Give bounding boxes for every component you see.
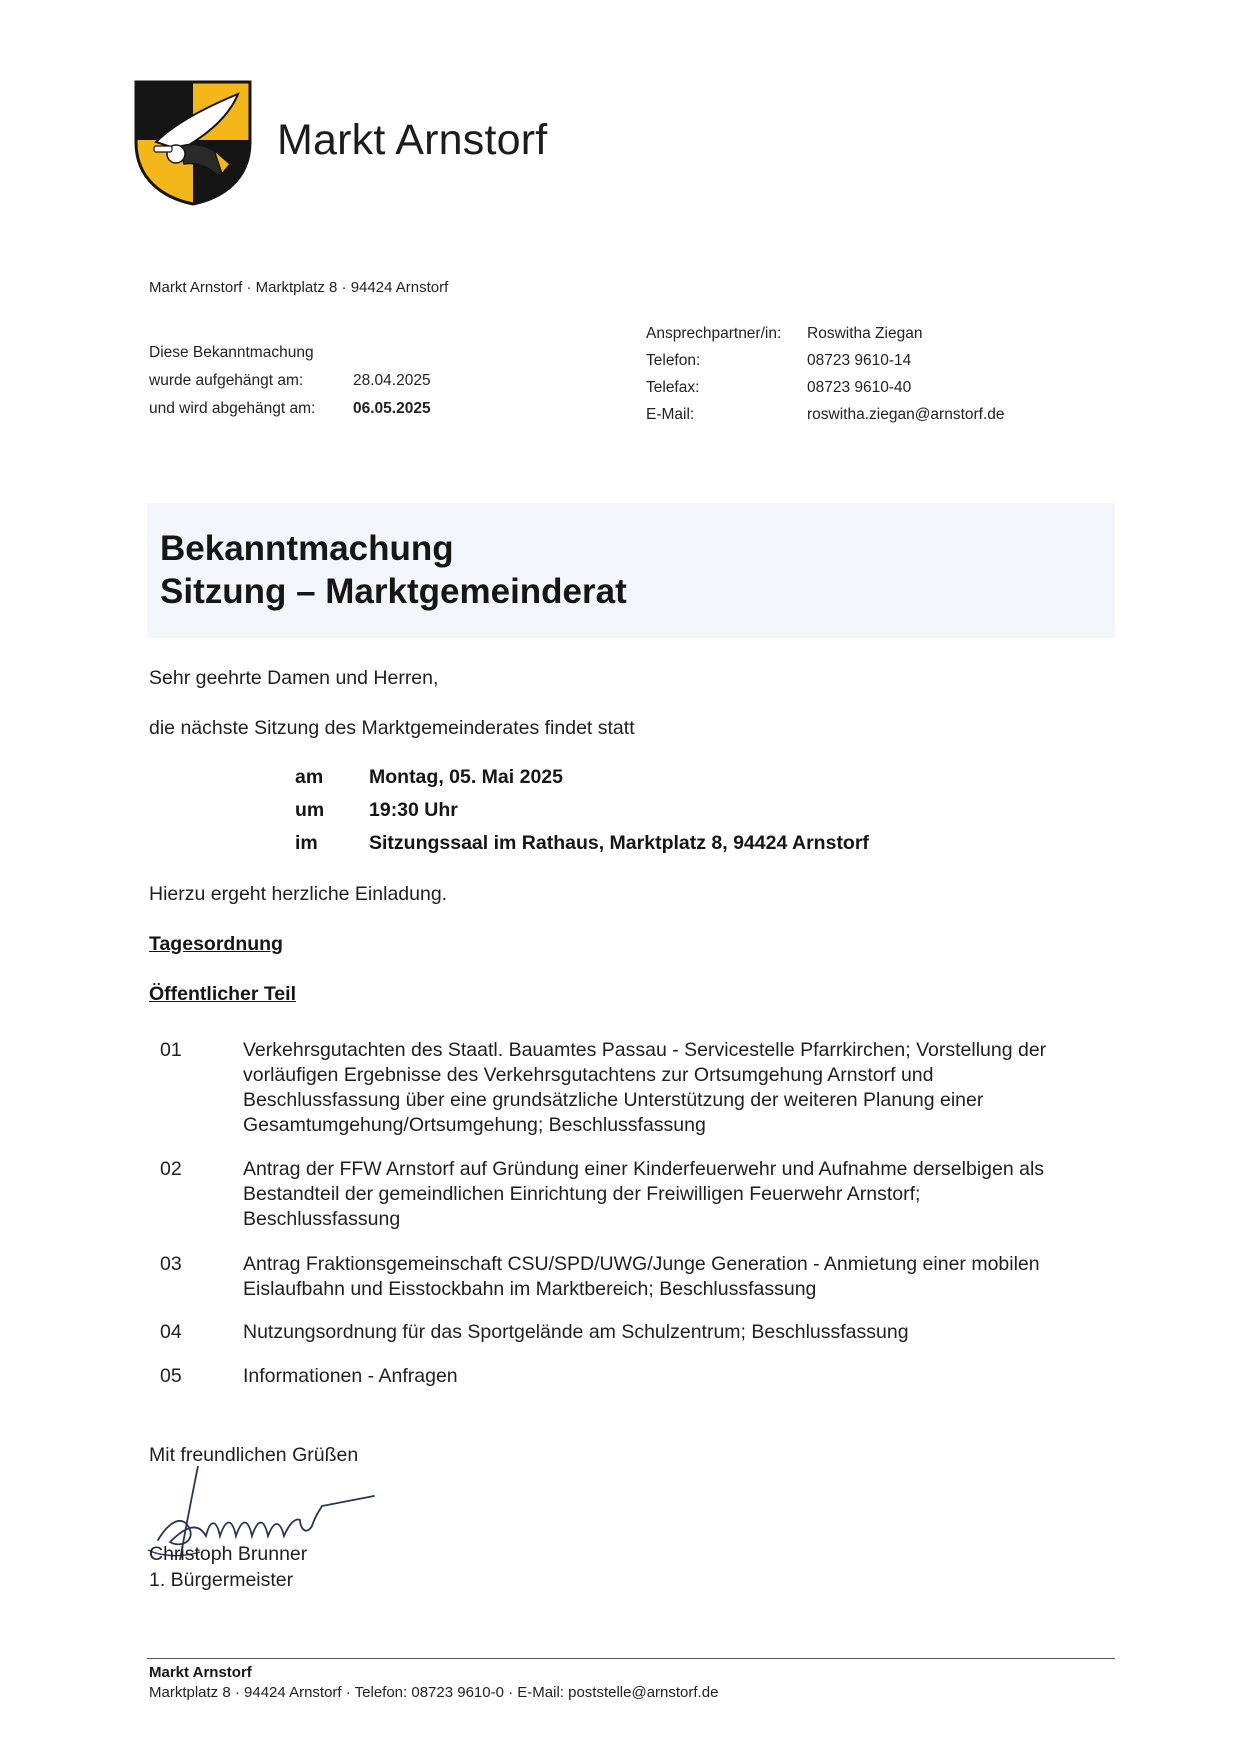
- footer-address: Marktplatz 8 · 94424 Arnstorf · Telefon: 08723 9610-0 · E-Mail: poststelle@arnstorf.de: [149, 1684, 719, 1701]
- agenda-item-line: Antrag der FFW Arnstorf auf Gründung einer Kinderfeuerwehr und Aufnahme derselbigen als: [243, 1158, 1045, 1180]
- posted-date: 28.04.2025: [353, 372, 431, 389]
- contact-phone-label: Telefon:: [646, 352, 701, 369]
- meeting-date-key: am: [295, 766, 324, 788]
- title-banner: [147, 503, 1115, 638]
- contact-email: roswitha.ziegan@arnstorf.de: [807, 406, 1005, 423]
- closing-greeting: Mit freundlichen Grüßen: [149, 1444, 359, 1466]
- agenda-item-line: Beschlussfassung über eine grundsätzliche Unterstützung der weiteren Planung einer: [243, 1089, 984, 1111]
- agenda-item: [160, 1364, 1110, 1389]
- invitation-text: Hierzu ergeht herzliche Einladung.: [149, 883, 448, 905]
- coat-of-arms-icon: [134, 80, 252, 206]
- signer-name: Christoph Brunner: [149, 1543, 308, 1565]
- contact-phone-row: [646, 352, 1106, 374]
- meeting-time-row: [295, 799, 995, 825]
- contact-info: [646, 325, 1106, 435]
- agenda-item: [160, 1320, 1110, 1345]
- meeting-place-row: [295, 832, 995, 858]
- organization-name: Markt Arnstorf: [277, 116, 548, 164]
- agenda-item-line: Informationen - Anfragen: [243, 1365, 458, 1387]
- agenda-item-text: [243, 1252, 1113, 1302]
- contact-email-row: [646, 406, 1106, 428]
- agenda-item-text: [243, 1364, 1113, 1389]
- meeting-date: Montag, 05. Mai 2025: [369, 766, 563, 788]
- meeting-date-row: [295, 766, 995, 792]
- meeting-time: 19:30 Uhr: [369, 799, 458, 821]
- agenda-item-line: Verkehrsgutachten des Staatl. Bauamtes Passau - Servicestelle Pfarrkirchen; Vorstellung der: [243, 1039, 1047, 1061]
- posted-label: wurde aufgehängt am:: [149, 372, 304, 389]
- agenda-item-number: 02: [160, 1158, 182, 1180]
- agenda-item-line: Gesamtumgehung/Ortsumgehung; Beschlussfassung: [243, 1114, 706, 1136]
- document-subtitle: Sitzung – Marktgemeinderat: [160, 572, 627, 611]
- agenda-item-number: 03: [160, 1253, 182, 1275]
- intro-text: die nächste Sitzung des Marktgemeinderates findet statt: [149, 717, 635, 739]
- agenda-item-line: vorläufigen Ergebnisse des Verkehrsgutachtens zur Ortsumgehung Arnstorf und: [243, 1064, 934, 1086]
- agenda-item: [160, 1252, 1110, 1302]
- agenda-item-number: 05: [160, 1365, 182, 1387]
- agenda-heading: Tagesordnung: [149, 933, 283, 955]
- sender-address-line: Markt Arnstorf · Marktplatz 8 · 94424 Arnstorf: [149, 279, 449, 296]
- signer-role: 1. Bürgermeister: [149, 1569, 294, 1591]
- agenda-item-text: [243, 1038, 1113, 1138]
- removed-label: und wird abgehängt am:: [149, 400, 316, 417]
- public-section-heading: Öffentlicher Teil: [149, 983, 296, 1005]
- agenda-item-number: 01: [160, 1039, 182, 1061]
- meeting-place-key: im: [295, 832, 318, 854]
- agenda-item-line: Bestandteil der gemeindlichen Einrichtung der Freiwilligen Feuerwehr Arnstorf;: [243, 1183, 921, 1205]
- footer-organization: Markt Arnstorf: [149, 1664, 252, 1681]
- agenda-item: [160, 1157, 1110, 1232]
- salutation: Sehr geehrte Damen und Herren,: [149, 667, 439, 689]
- contact-email-label: E-Mail:: [646, 406, 695, 423]
- meeting-place: Sitzungssaal im Rathaus, Marktplatz 8, 94424 Arnstorf: [369, 832, 869, 854]
- agenda-item-number: 04: [160, 1321, 182, 1343]
- meeting-time-key: um: [295, 799, 325, 821]
- contact-person-row: [646, 325, 1106, 347]
- posting-intro: Diese Bekanntmachung: [149, 344, 314, 361]
- contact-person-label: Ansprechpartner/in:: [646, 325, 782, 342]
- removed-date: 06.05.2025: [353, 400, 431, 417]
- agenda-item-line: Beschlussfassung: [243, 1208, 401, 1230]
- agenda-item-text: [243, 1320, 1113, 1345]
- contact-person: Roswitha Ziegan: [807, 325, 923, 342]
- agenda-item-text: [243, 1157, 1113, 1232]
- contact-fax-label: Telefax:: [646, 379, 700, 396]
- contact-phone: 08723 9610-14: [807, 352, 912, 369]
- agenda-item-line: Antrag Fraktionsgemeinschaft CSU/SPD/UWG/Junge Generation - Anmietung einer mobilen: [243, 1253, 1040, 1275]
- posting-info: [149, 344, 469, 434]
- footer-divider: [147, 1658, 1115, 1659]
- agenda-item-line: Nutzungsordnung für das Sportgelände am Schulzentrum; Beschlussfassung: [243, 1321, 909, 1343]
- agenda-item-line: Eislaufbahn und Eisstockbahn im Marktbereich; Beschlussfassung: [243, 1278, 817, 1300]
- contact-fax-row: [646, 379, 1106, 401]
- document-title: Bekanntmachung: [160, 529, 454, 568]
- agenda-item: [160, 1038, 1110, 1138]
- contact-fax: 08723 9610-40: [807, 379, 912, 396]
